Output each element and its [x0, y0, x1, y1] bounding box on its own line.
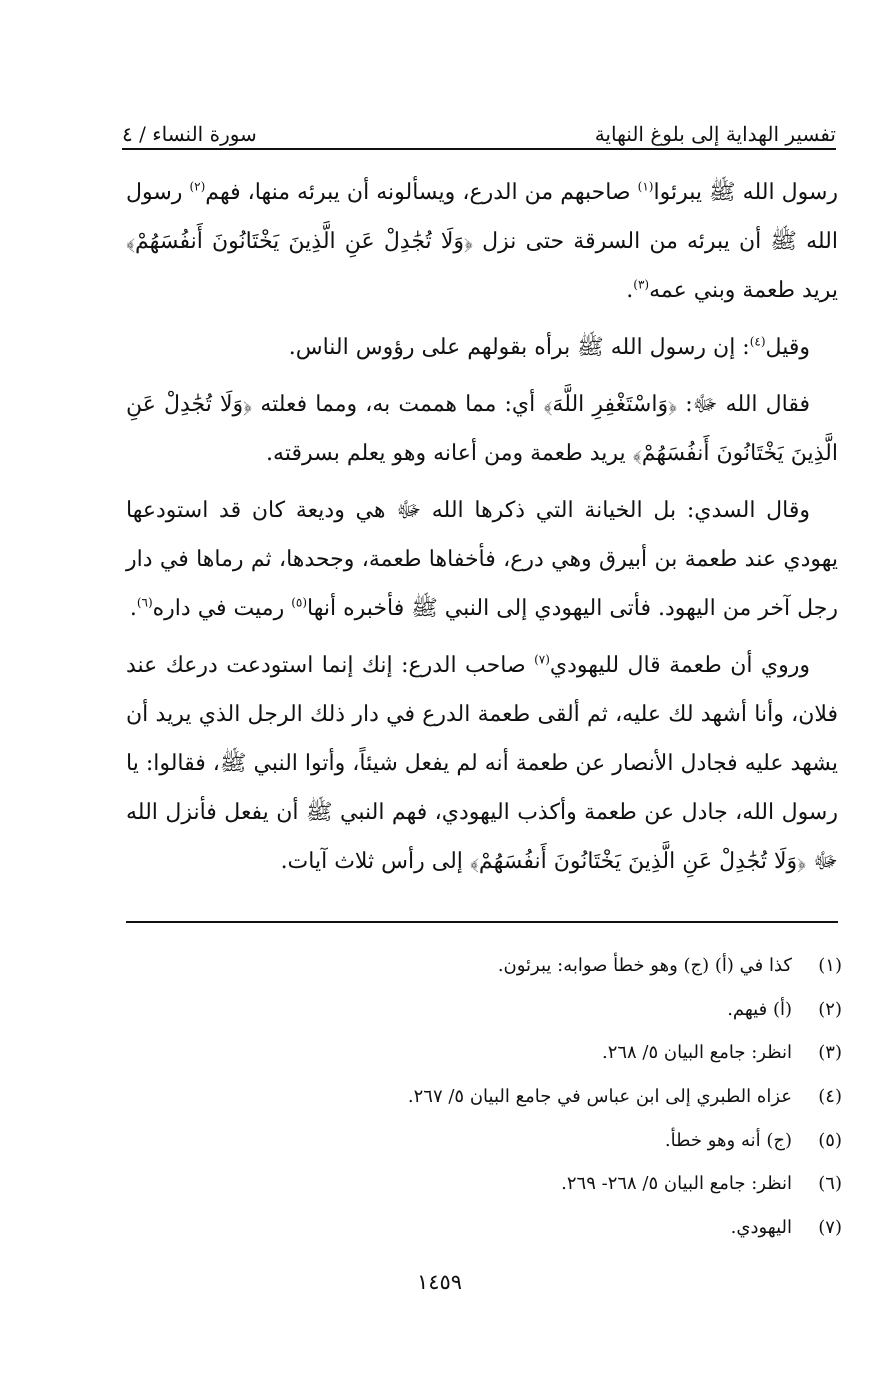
footnote-ref: (١) [637, 179, 654, 194]
footnote-text: انظر: جامع البيان ٥/ ٢٦٨- ٢٦٩. [561, 1173, 792, 1195]
paragraph-text: وقال السدي: بل الخيانة التي ذكرها الله ﷻ هي وديعة كان قد استودعها يهودي عند طعمة بن أبيرق وهي درع، فأخفاها طعمة، وجحدها، ثم رماها في دار رجل آخر من اليهود. فأتى اليهودي إلى النبي ﷺ فأخبره أنها [126, 498, 838, 621]
footnote-number: (٣) [818, 1042, 842, 1064]
footnote-item [126, 1031, 842, 1075]
footnote-ref: (٤) [749, 334, 766, 349]
paragraph-text: رميت في داره [152, 596, 292, 621]
paragraph-text: . [626, 278, 634, 303]
footnote-separator [126, 921, 838, 923]
footnote-ref: (٣) [633, 277, 650, 292]
main-text [126, 168, 838, 894]
paragraph-text: وروي أن طعمة قال لليهودي [549, 653, 810, 678]
footnote-text: عزاه الطبري إلى ابن عباس في جامع البيان ٥/ ٢٦٧. [407, 1086, 792, 1108]
paragraph-text: وقيل [765, 335, 810, 360]
footnote-item [126, 1206, 842, 1250]
footnote-number: (٦) [818, 1173, 842, 1195]
book-title: تفسير الهداية إلى بلوغ النهاية [594, 122, 836, 146]
footnote-ref: (٥) [291, 595, 308, 610]
footnote-item [126, 988, 842, 1032]
footnote-item [126, 1075, 842, 1119]
paragraph-text: صاحبهم من الدرع، ويسألونه أن يبرئه منها، فهم [205, 180, 638, 205]
paragraph-text: . [129, 596, 137, 621]
paragraph-3 [126, 380, 838, 478]
footnote-number: (٥) [818, 1129, 842, 1151]
footnote-text: كذا في (أ) (ج) وهو خطأ صوابه: يبرئون. [497, 955, 792, 976]
footnote-text: اليهودي. [730, 1217, 792, 1239]
footnote-number: (٤) [818, 1086, 842, 1108]
footnote-item [126, 1119, 842, 1163]
footnotes [126, 944, 842, 1250]
paragraph-5 [126, 641, 838, 886]
footnote-number: (٧) [818, 1217, 842, 1239]
surah-label: سورة النساء / ٤ [122, 122, 257, 146]
footnote-ref: (٦) [136, 595, 153, 610]
paragraph-text: صاحب الدرع: إنك إنما استودعت درعك عند فلان، وأنا أشهد لك عليه، ثم ألقى طعمة الدرع في دار ذلك الرجل الذي يريد أن يشهد عليه فجادل الأنصار عن طعمة أنه لم يفعل شيئاً، وأتوا النبي ﷺ، فقالوا: يا رسول الله، جادل عن طعمة وأكذب اليهودي، فهم النبي ﷺ أن يفعل فأنزل الله ﷻ ﴿وَلَا تُجَٰدِلْ عَنِ الَّذِينَ يَخْتَانُونَ أَنفُسَهُمْ﴾ إلى رأس ثلاث آيات. [126, 653, 838, 874]
paragraph-4 [126, 486, 838, 633]
page-number: ١٤٥٩ [416, 1270, 463, 1294]
footnote-item [126, 1162, 842, 1206]
footnote-number: (١) [818, 955, 842, 976]
paragraph-text: رسول الله ﷺ أن يبرئه من السرقة حتى نزل ﴿وَلَا تُجَٰدِلْ عَنِ الَّذِينَ يَخْتَانُونَ أَنفُسَهُمْ﴾ يريد طعمة وبني عمه [126, 180, 838, 303]
footnote-item [126, 944, 842, 988]
footnote-number: (٢) [818, 998, 842, 1020]
footnote-ref: (٧) [534, 652, 550, 667]
footnote-text: انظر: جامع البيان ٥/ ٢٦٨. [601, 1042, 792, 1064]
paragraph-text: : إن رسول الله ﷺ برأه بقولهم على رؤوس الناس. [288, 335, 750, 360]
paragraph-1 [126, 168, 838, 315]
footnote-text: (أ) فيهم. [727, 998, 792, 1020]
footnote-text: (ج) أنه وهو خطأ. [664, 1129, 792, 1151]
footnote-ref: (٢) [189, 179, 206, 194]
paragraph-text: رسول الله ﷺ يبرئوا [653, 180, 839, 205]
paragraph-2 [126, 323, 838, 372]
paragraph-text: فقال الله ﷻ: ﴿وَاسْتَغْفِرِ اللَّهَ﴾ أي: مما هممت به، ومما فعلته ﴿وَلَا تُجَٰدِلْ عَنِ الَّذِينَ يَخْتَانُونَ أَنفُسَهُمْ﴾ يريد طعمة ومن أعانه وهو يعلم بسرقته. [126, 392, 838, 466]
running-header [122, 108, 836, 150]
